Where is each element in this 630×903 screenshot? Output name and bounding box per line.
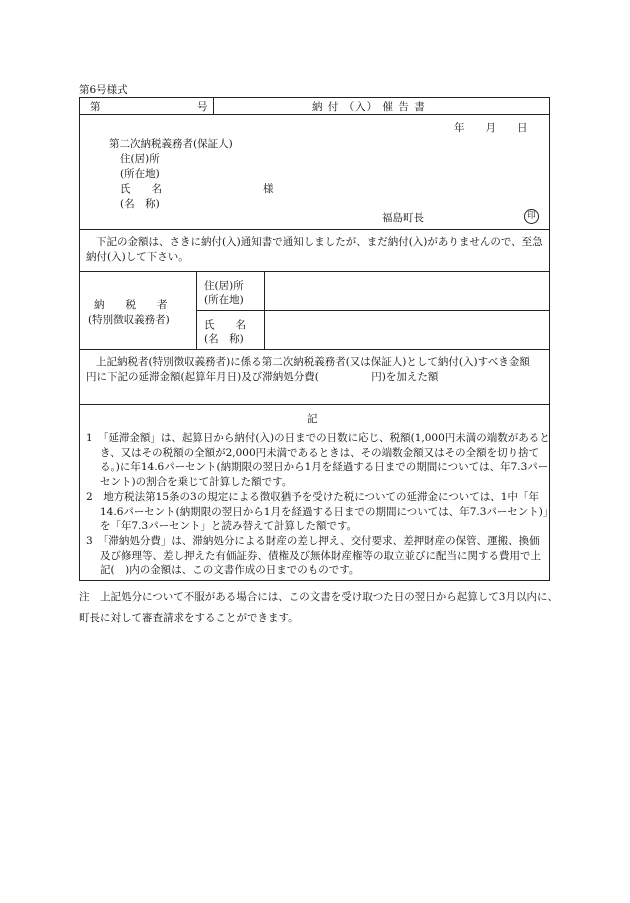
issue-date: 年 月 日 xyxy=(454,122,528,134)
item-1-number: 1 xyxy=(86,432,93,444)
addressee-address-label: 住(居)所 xyxy=(120,153,160,165)
item-1 xyxy=(86,431,550,489)
item-2-number: 2 xyxy=(86,491,93,503)
footnote-text: 上記処分について不服がある場合には、この文書を受け取つた日の翌日から起算して3月以内に、町長に対して審査請求をすることができます。 xyxy=(79,591,558,624)
item-1-text: 「延滞金額」は、起算日から納付(入)の日までの日数に応じ、税額(1,000円未満の端数があるとき、又はその税額の全額が2,000円未満であるときは、その端数金額又はその全額を切り捨てる。)に年14.6パーセント(納期限の翌日から1月を経過する日までの期間については、年7.3パーセント)の割合を乗じて計算した額です。 xyxy=(100,432,550,488)
rule-taxpayer-label-divider xyxy=(196,271,197,349)
taxpayer-address-label: 住(居)所 xyxy=(204,280,244,292)
document-title: 納 付 （入） 催 告 書 xyxy=(312,101,426,113)
footnote xyxy=(79,587,559,629)
item-2 xyxy=(86,490,550,534)
item-3-text: 「滞納処分費」は、滞納処分による財産の差し押え、交付要求、差押財産の保管、運搬、換価及び修理等、差し押えた有価証券、債権及び無体財産権等の取立並びに配当に関する費用で上記( )内の金額は、この文書作成の日までのものです。 xyxy=(100,535,541,577)
amount-text: 上記納税者(特別徴収義務者)に係る第二次納税義務者(又は保証人)として納付(入)すべき金額 円に下記の延滞金額(起算年月日)及び滞納処分費( 円)を加えた額 xyxy=(86,356,593,383)
addressee-heading: 第二次納税義務者(保証人) xyxy=(109,138,233,150)
taxpayer-location-label: (所在地) xyxy=(204,294,244,306)
addressee-name-label-2: (名 称) xyxy=(120,198,160,210)
notice-text: 下記の金額は、さきに納付(入)通知書で通知しましたが、まだ納付(入)がありませんので、至急納付(入)して下さい。 xyxy=(86,236,543,263)
item-3 xyxy=(86,534,550,578)
form-number-label: 第6号様式 xyxy=(79,84,128,96)
rule-taxpayer-field-divider xyxy=(264,271,265,349)
taxpayer-label-sub: (特別徴収義務者) xyxy=(88,314,170,326)
taxpayer-name-label: 氏 名 xyxy=(204,319,246,331)
rule-notice xyxy=(80,271,549,272)
rule-header xyxy=(80,114,549,115)
ki-heading: 記 xyxy=(307,413,318,425)
footnote-prefix: 注 xyxy=(79,591,90,603)
official-seal xyxy=(524,209,539,224)
addressee-location-label: (所在地) xyxy=(120,168,160,180)
rule-header-divider xyxy=(213,98,214,114)
addressee-name-label: 氏 名 xyxy=(120,183,162,195)
taxpayer-name-label-2: (名 称) xyxy=(204,333,244,345)
issuer-name: 福島町長 xyxy=(382,212,424,224)
rule-taxpayer-inner xyxy=(196,310,549,311)
taxpayer-label: 納 税 者 xyxy=(94,299,168,311)
document-number-suffix: 号 xyxy=(197,101,208,113)
item-2-text: 地方税法第15条の3の規定による徴収猶予を受けた税についての延滞金については、1中「年14.6パーセント(納期限の翌日から1月を経過する日までの期間については、年7.3パーセント)」を「年7.3パーセント」と読み替えて計算した額です。 xyxy=(100,491,549,533)
notice-form xyxy=(79,97,593,581)
rule-addressee xyxy=(80,229,549,230)
rule-amount xyxy=(80,404,549,405)
item-3-number: 3 xyxy=(86,535,93,547)
document-number-prefix: 第 xyxy=(90,101,101,113)
addressee-honorific: 様 xyxy=(263,183,274,195)
rule-taxpayer xyxy=(80,349,549,350)
seal-mark: 印 xyxy=(524,209,539,224)
